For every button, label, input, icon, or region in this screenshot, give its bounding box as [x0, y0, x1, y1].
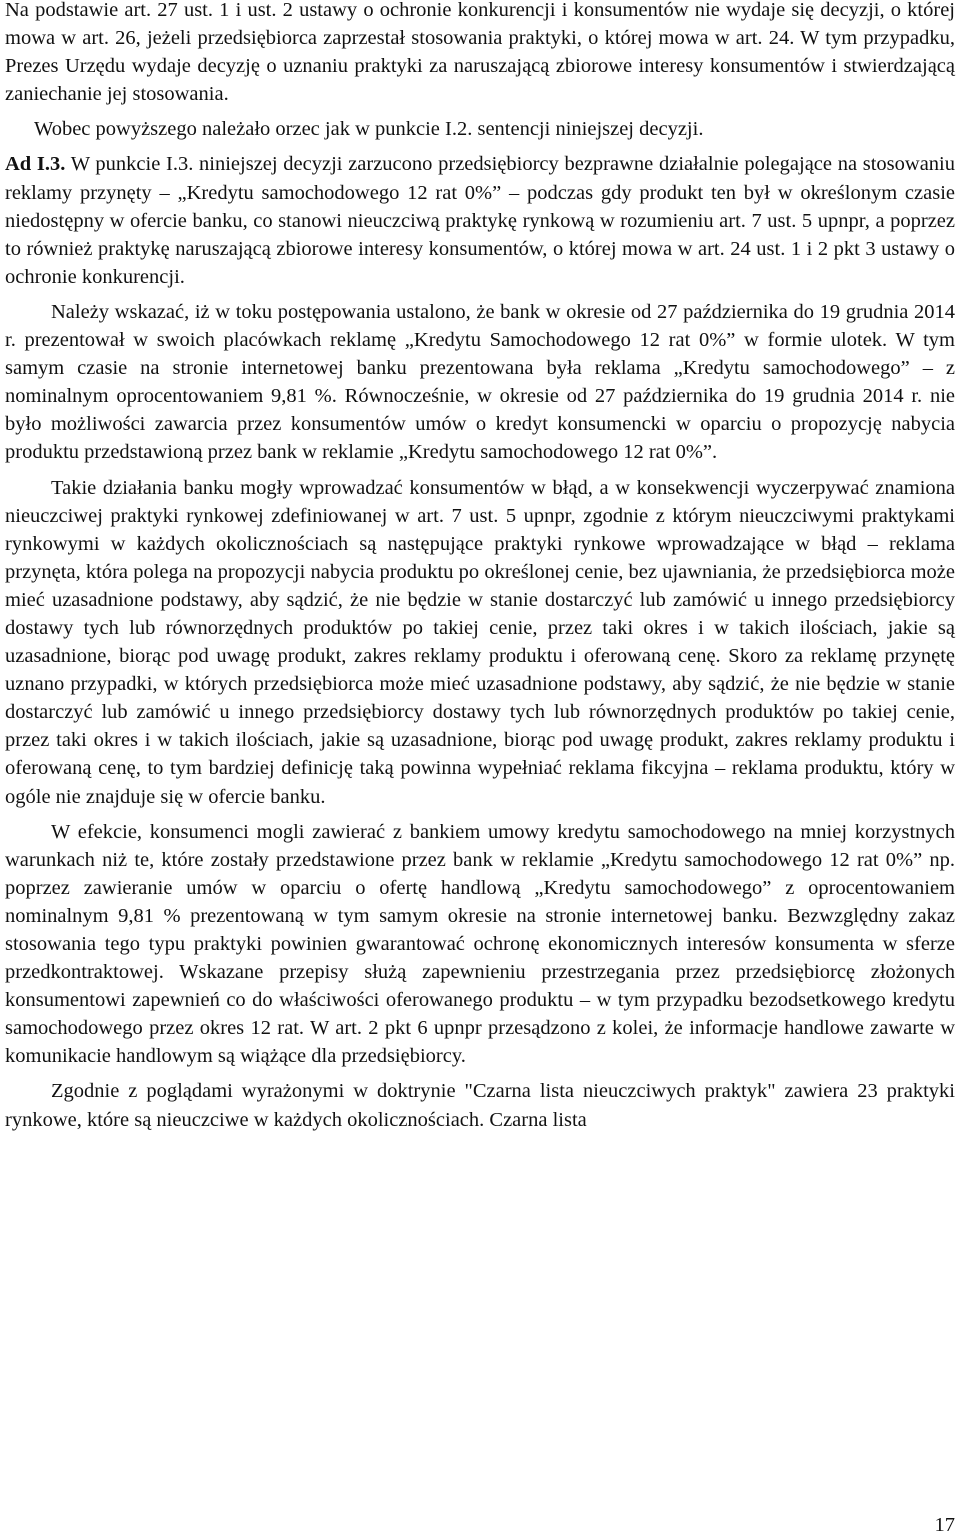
paragraph-black-list: Zgodnie z poglądami wyrażonymi w doktrynie "Czarna lista nieuczciwych praktyk" zawiera 23 praktyki rynkowe, które są nieuczciwe w każdych okolicznościach. Czarna lista: [5, 1080, 955, 1131]
paragraph-ad-i3-text: W punkcie I.3. niniejszej decyzji zarzucono przedsiębiorcy bezprawne działalnie polegające na stosowaniu reklamy przynęty – „Kredytu samochodowego 12 rat 0%” – podczas gdy produkt ten był w określonym czasie niedostępny w ofercie banku, co stanowi nieuczciwą praktykę rynkową w rozumieniu art. 7 ust. 5 upnpr, a poprzez to również praktykę naruszającą zbiorowe interesy konsumentów, o której mowa w art. 24 ust. 1 i 2 pkt 3 ustawy o ochronie konkurencji.: [5, 153, 955, 288]
paragraph-misleading-practices: Takie działania banku mogły wprowadzać konsumentów w błąd, a w konsekwencji wyczerpywać znamiona nieuczciwej praktyki rynkowej zdefiniowanej w art. 7 ust. 5 upnpr, zgodnie z którym nieuczciwymi praktykami rynkowymi w każdych okolicznościach są następujące praktyki rynkowe wprowadzające w błąd – reklama przynęta, która polega na propozycji nabycia produktu po określonej cenie, bez ujawniania, że przedsiębiorca może mieć uzasadnione podstawy, aby sądzić, że nie będzie w stanie dostarczyć lub zamówić u innego przedsiębiorcy dostawy tych lub równorzędnych produktów po takiej cenie, przez taki okres i w takich ilościach, jakie są uzasadnione, biorąc pod uwagę produkt, zakres reklamy produktu i oferowaną cenę. Skoro za reklamę przynętę uznano przypadki, w których przedsiębiorca może mieć uzasadnione podstawy, aby sądzić, że nie będzie w stanie dostarczyć lub zamówić u innego przedsiębiorcy dostawy tych lub równorzędnych produktów po takiej cenie, przez taki okres i w takich ilościach, jakie są uzasadnione, biorąc pod uwagę produkt, zakres reklamy produktu i oferowaną cenę, to tym bardziej definicję taką powinna wypełniać reklama fikcyjna – reklama produktu, który w ogóle nie znajduje się w ofercie banku.: [5, 476, 955, 808]
paragraph-conclusion-i2: Wobec powyższego należało orzec jak w punkcie I.2. sentencji niniejszej decyzji.: [34, 118, 704, 141]
page-number: 17: [934, 1514, 955, 1536]
document-page: [5, 0, 955, 1134]
paragraph-ad-i3: [5, 150, 955, 290]
paragraph-article-27: Na podstawie art. 27 ust. 1 i ust. 2 ustawy o ochronie konkurencji i konsumentów nie wydaje się decyzji, o której mowa w art. 26, jeżeli przedsiębiorca zaprzestał stosowania praktyki, o której mowa w art. 24. W tym przypadku, Prezes Urzędu wydaje decyzję o uznaniu praktyki za naruszającą zbiorowe interesy konsumentów i stwierdzającą zaniechanie jej stosowania.: [5, 0, 955, 106]
paragraph-effect-on-consumers: W efekcie, konsumenci mogli zawierać z bankiem umowy kredytu samochodowego na mniej korzystnych warunkach niż te, które zostały przedstawione przez bank w reklamie „Kredytu samochodowego 12 rat 0%” np. poprzez zawieranie umów w oparciu o ofertę handlową „Kredytu samochodowego” z oprocentowaniem nominalnym 9,81 % prezentowaną w tym samym okresie na stronie internetowej banku. Bezwzględny zakaz stosowania tego typu praktyki powinien gwarantować ochronę ekonomicznych interesów konsumenta w sferze przedkontraktowej. Wskazane przepisy służą zapewnieniu przestrzegania przez przedsiębiorcę złożonych konsumentowi zapewnień co do właściwości oferowanego produktu – w tym przypadku bezodsetkowego kredytu samochodowego przez okres 12 rat. W art. 2 pkt 6 upnpr przesądzono z kolei, że informacje handlowe zawarte w komunikacie handlowym są wiążące dla przedsiębiorcy.: [5, 820, 955, 1068]
paragraph-findings: Należy wskazać, iż w toku postępowania ustalono, że bank w okresie od 27 października do 19 grudnia 2014 r. prezentował w swoich placówkach reklamę „Kredytu Samochodowego 12 rat 0%” w formie ulotek. W tym samym czasie na stronie internetowej banku prezentowana była reklama „Kredytu samochodowego” – z nominalnym oprocentowaniem 9,81 %. Równocześnie, w okresie od 27 października do 19 grudnia 2014 r. nie było możliwości zawarcia przez konsumentów umów o kredyt konsumencki w oparciu o propozycję nabycia produktu przedstawioną przez bank w reklamie „Kredytu samochodowego 12 rat 0%”.: [5, 300, 955, 464]
section-heading-ad-i3: Ad I.3.: [5, 153, 66, 176]
